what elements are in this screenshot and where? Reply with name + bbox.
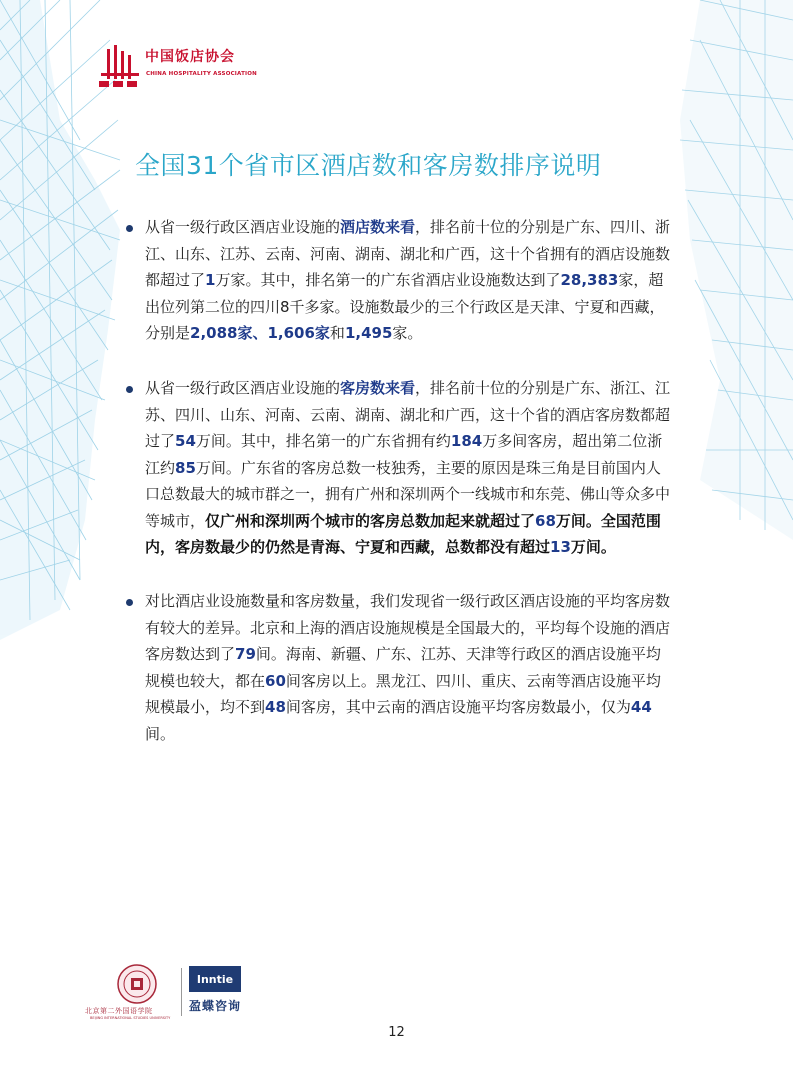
- page-title: 全国31个省市区酒店数和客房数排序说明: [135, 151, 602, 180]
- association-name-en: CHINA HOSPITALITY ASSOCIATION: [146, 71, 257, 77]
- bullet-icon: [126, 386, 133, 393]
- university-name-cn: 北京第二外国语学院: [85, 1007, 153, 1015]
- footer-logos: [85, 962, 255, 1022]
- university-seal-icon: [117, 964, 157, 1004]
- university-name-en: BEIJING INTERNATIONAL STUDIES UNIVERSITY: [90, 1016, 171, 1020]
- paragraph-average-rooms: 对比酒店业设施数量和客房数量，我们发现省一级行政区酒店设施的平均客房数有较大的差异。北京和上海的酒店设施规模是全国最大的，平均每个设施的酒店客房数达到了79间。海南、新疆、广东、江苏、天津等行政区的酒店设施平均规模也较大，都在60间客房以上。黑龙江、四川、重庆、云南等酒店设施平均规模最小，均不到48间客房，其中云南的酒店设施平均客房数最小，仅为44间。: [145, 592, 671, 743]
- paragraph-hotel-count: 从省一级行政区酒店业设施的酒店数来看，排名前十位的分别是广东、四川、浙江、山东、江苏、云南、河南、湖南、湖北和广西，这十个省拥有的酒店设施数都超过了1万家。其中，排名第一的广东省酒店业设施数达到了28,383家，超出位列第二位的四川8千多家。设施数最少的三个行政区是天津、宁夏和西藏，分别是2,088家、1,606家和1,495家。: [145, 218, 671, 342]
- bullet-icon: [126, 599, 133, 606]
- page-number: 12: [388, 1025, 405, 1040]
- inntie-logo: Inntie: [189, 966, 241, 992]
- logo-divider: [181, 968, 182, 1016]
- association-name-cn: 中国饭店协会: [145, 49, 235, 65]
- paragraph-room-count: 从省一级行政区酒店业设施的客房数来看，排名前十位的分别是广东、浙江、江苏、四川、山东、河南、云南、湖南、湖北和广西，这十个省的酒店客房数都超过了54万间。其中，排名第一的广东省拥有约184万多间客房，超出第二位浙江约85万间。广东省的客房总数一枝独秀，主要的原因是珠三角是目前国内人口总数最大的城市群之一，拥有广州和深圳两个一线城市和东莞、佛山等众多中等城市，仅广州和深圳两个城市的客房总数加起来就超过了68万间。全国范围内，客房数最少的仍然是青海、宁夏和西藏，总数都没有超过13万间。: [145, 379, 671, 556]
- inntie-name-cn: 盈蝶咨询: [189, 999, 242, 1013]
- bullet-icon: [126, 225, 133, 232]
